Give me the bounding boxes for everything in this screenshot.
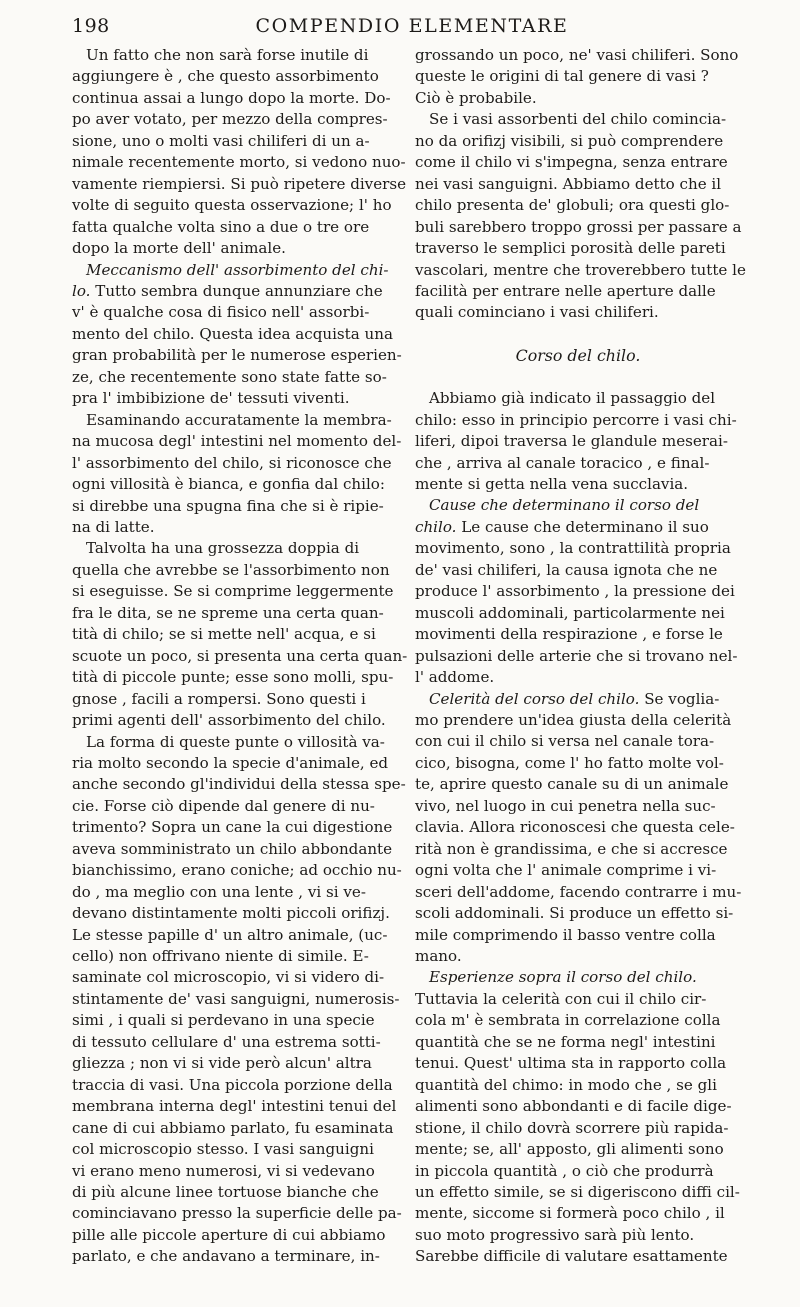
paragraph-line: simi , i quali si perdevano in una specie bbox=[72, 1011, 375, 1030]
paragraph-line: no da orifizj visibili, si può comprendere bbox=[415, 131, 724, 150]
paragraph-line: Esaminando accuratamente la membra- bbox=[86, 410, 392, 429]
paragraph-line: ogni villosità è bianca, e gonfia dal chilo: bbox=[72, 475, 385, 494]
paragraph-line: de' vasi chiliferi, la causa ignota che ne bbox=[415, 560, 718, 579]
paragraph-line: un effetto simile, se si digeriscono diffi cil- bbox=[415, 1182, 740, 1201]
paragraph-line: v' è qualche cosa di fisico nell' assorbi- bbox=[72, 303, 370, 322]
paragraph-line: tenui. Quest' ultima sta in rapporto colla bbox=[415, 1054, 727, 1073]
paragraph-line: ze, che recentemente sono state fatte so- bbox=[72, 367, 387, 386]
paragraph-line: te, aprire questo canale su di un animale bbox=[415, 775, 729, 794]
page-number: 198 bbox=[72, 15, 110, 37]
paragraph-line: sceri dell'addome, facendo contrarre i mu- bbox=[415, 882, 742, 901]
paragraph-line: membrana interna degl' intestini tenui del bbox=[72, 1097, 397, 1116]
paragraph-line: gran probabilità per le numerose esperien- bbox=[72, 346, 402, 365]
paragraph-line bbox=[415, 967, 741, 988]
paragraph-line: movimenti della respirazione , e forse le bbox=[415, 625, 723, 644]
paragraph-line: Tuttavia la celerità con cui il chilo cir- bbox=[415, 989, 707, 1008]
paragraph-line: volte di seguito questa osservazione; l' ho bbox=[72, 196, 392, 215]
paragraph-text: Le cause che determinano il suo bbox=[456, 517, 709, 536]
paragraph-line bbox=[415, 689, 741, 710]
paragraph-line: movimento, sono , la contrattilità propria bbox=[415, 539, 731, 558]
running-title: COMPENDIO ELEMENTARE bbox=[255, 15, 569, 37]
paragraph-line: ogni volta che l' animale comprime i vi- bbox=[415, 861, 717, 880]
paragraph-line: aggiungere è , che questo assorbimento bbox=[72, 67, 379, 86]
paragraph-line: nei vasi sanguigni. Abbiamo detto che il bbox=[415, 174, 722, 193]
paragraph-line bbox=[72, 281, 398, 302]
paragraph-line: ria molto secondo la specie d'animale, ed bbox=[72, 753, 389, 772]
paragraph-line: primi agenti dell' assorbimento del chilo. bbox=[72, 711, 386, 730]
paragraph-line: mile comprimendo il basso ventre colla bbox=[415, 925, 716, 944]
section-title-cause: Cause che determinano il corso del bbox=[429, 496, 700, 515]
right-column bbox=[415, 45, 746, 1268]
paragraph-line: Talvolta ha una grossezza doppia di bbox=[86, 539, 360, 558]
paragraph-line: mente, siccome si formerà poco chilo , il bbox=[415, 1204, 725, 1223]
paragraph-line: mente; se, all' apposto, gli alimenti sono bbox=[415, 1140, 724, 1159]
paragraph-line: col microscopio stesso. I vasi sanguigni bbox=[72, 1140, 374, 1159]
left-column bbox=[72, 45, 408, 1268]
paragraph-line: con cui il chilo si versa nel canale tora- bbox=[415, 732, 715, 751]
paragraph-line: buli sarebbero troppo grossi per passare a bbox=[415, 217, 742, 236]
paragraph-line: si eseguisse. Se si comprime leggermente bbox=[72, 582, 394, 601]
paragraph-line: do , ma meglio con una lente , vi si ve- bbox=[72, 882, 366, 901]
section-title-celerita: Celerità del corso del chilo. bbox=[429, 689, 640, 708]
paragraph-line: come il chilo vi s'impegna, senza entrare bbox=[415, 153, 728, 172]
paragraph-line: mano. bbox=[415, 947, 462, 965]
paragraph-line: Sarebbe difficile di valutare esattamente bbox=[415, 1247, 728, 1266]
paragraph-line: rità non è grandissima, e che si accresce bbox=[415, 839, 728, 858]
paragraph-line: cello) non offrivano niente di simile. E- bbox=[72, 947, 369, 966]
paragraph-line: quantità che se ne forma negl' intestini bbox=[415, 1032, 716, 1051]
paragraph-line: po aver votato, per mezzo della compres- bbox=[72, 110, 388, 129]
paragraph-text: Se voglia- bbox=[639, 689, 720, 708]
paragraph-line: facilità per entrare nelle aperture dalle bbox=[415, 281, 716, 300]
paragraph-line: scuote un poco, si presenta una certa quan- bbox=[72, 646, 408, 665]
paragraph-line: gnose , facili a rompersi. Sono questi i bbox=[72, 689, 366, 708]
spacer bbox=[415, 324, 741, 345]
paragraph-line: mo prendere un'idea giusta della celerità bbox=[415, 711, 732, 730]
paragraph-line: chilo presenta de' globuli; ora questi glo- bbox=[415, 196, 730, 215]
paragraph-line: fra le dita, se ne spreme una certa quan- bbox=[72, 603, 384, 622]
paragraph-line: cola m' è sembrata in correlazione colla bbox=[415, 1011, 721, 1030]
section-title-esperienze: Esperienze sopra il corso del chilo. bbox=[429, 968, 697, 987]
paragraph-line: nimale recentemente morto, si vedono nuo- bbox=[72, 153, 406, 172]
paragraph-line: liferi, dipoi traversa le glandule meserai- bbox=[415, 432, 728, 451]
paragraph-line: quantità del chimo: in modo che , se gli bbox=[415, 1075, 717, 1094]
paragraph-line: continua assai a lungo dopo la morte. Do- bbox=[72, 88, 391, 107]
paragraph-line: mento del chilo. Questa idea acquista una bbox=[72, 324, 393, 343]
paragraph-line: grossando un poco, ne' vasi chiliferi. Sono bbox=[415, 46, 739, 64]
paragraph-line bbox=[415, 517, 741, 538]
paragraph-line: l' addome. bbox=[415, 668, 495, 687]
paragraph-line: queste le origini di tal genere di vasi ? bbox=[415, 67, 709, 86]
spacer bbox=[415, 367, 741, 388]
paragraph-line: devano distintamente molti piccoli orifizj. bbox=[72, 904, 390, 923]
paragraph-line bbox=[415, 495, 741, 516]
paragraph-line: pille alle piccole aperture di cui abbiamo bbox=[72, 1225, 386, 1244]
section-heading-corso-del-chilo: Corso del chilo. bbox=[515, 346, 641, 366]
paragraph-line: bianchissimo, erano coniche; ad occhio nu- bbox=[72, 861, 402, 880]
paragraph-line: suo moto progressivo sarà più lento. bbox=[415, 1225, 695, 1244]
paragraph-line: parlato, e che andavano a terminare, in- bbox=[72, 1247, 380, 1266]
paragraph-line: Le stesse papille d' un altro animale, (uc- bbox=[72, 925, 388, 944]
paragraph-line: vivo, nel luogo in cui penetra nella suc- bbox=[415, 796, 716, 815]
paragraph-line: tità di chilo; se si mette nell' acqua, e si bbox=[72, 625, 376, 644]
paragraph-line: tità di piccole punte; esse sono molli, spu- bbox=[72, 668, 394, 687]
paragraph-line: stintamente de' vasi sanguigni, numerosis- bbox=[72, 989, 400, 1008]
paragraph-line: aveva somministrato un chilo abbondante bbox=[72, 839, 393, 858]
paragraph-line: muscoli addominali, particolarmente nei bbox=[415, 603, 725, 622]
paragraph-line: na mucosa degl' intestini nel momento del- bbox=[72, 432, 402, 451]
paragraph-line: gliezza ; non vi si vide però alcun' altra bbox=[72, 1054, 372, 1073]
paragraph-line: scoli addominali. Si produce un effetto si- bbox=[415, 904, 734, 923]
paragraph-line: traccia di vasi. Una piccola porzione della bbox=[72, 1075, 393, 1094]
paragraph-line: chilo: esso in principio percorre i vasi chi- bbox=[415, 410, 737, 429]
section-title-meccanismo: Meccanismo dell' assorbimento del chi- bbox=[86, 260, 389, 279]
paragraph-line: saminate col microscopio, vi si videro di- bbox=[72, 968, 385, 987]
paragraph-line: in piccola quantità , o ciò che produrrà bbox=[415, 1161, 714, 1180]
paragraph-line: vi erano meno numerosi, vi si vedevano bbox=[72, 1161, 375, 1180]
paragraph-line: pulsazioni delle arterie che si trovano nel- bbox=[415, 646, 738, 665]
paragraph-line: clavia. Allora riconoscesi che questa cele- bbox=[415, 818, 735, 837]
paragraph-line: traverso le semplici porosità delle pareti bbox=[415, 239, 726, 258]
paragraph-line: pra l' imbibizione de' tessuti viventi. bbox=[72, 389, 350, 408]
paragraph-line: l' assorbimento del chilo, si riconosce che bbox=[72, 453, 392, 472]
paragraph-line: di più alcune linee tortuose bianche che bbox=[72, 1183, 379, 1202]
paragraph-line: cie. Forse ciò dipende dal genere di nu- bbox=[72, 796, 375, 815]
paragraph-line: fatta qualche volta sino a due o tre ore bbox=[72, 217, 370, 236]
paragraph-line: na di latte. bbox=[72, 517, 155, 536]
paragraph-line: trimento? Sopra un cane la cui digestione bbox=[72, 818, 393, 837]
paragraph-line: dopo la morte dell' animale. bbox=[72, 239, 286, 258]
paragraph-line: alimenti sono abbondanti e di facile dige- bbox=[415, 1097, 732, 1116]
paragraph-line: stione, il chilo dovrà scorrere più rapida- bbox=[415, 1118, 729, 1137]
paragraph-line: cane di cui abbiamo parlato, fu esaminata bbox=[72, 1118, 394, 1137]
paragraph-line: di tessuto cellulare d' una estrema sotti- bbox=[72, 1032, 381, 1051]
section-title-meccanismo-end: lo. bbox=[72, 281, 91, 300]
paragraph-line: vamente riempiersi. Si può ripetere diverse bbox=[72, 174, 407, 193]
section-title-cause-end: chilo. bbox=[415, 517, 457, 536]
paragraph-line: anche secondo gl'individui della stessa spe- bbox=[72, 775, 406, 794]
paragraph-line bbox=[72, 260, 398, 281]
paragraph-line: quali cominciano i vasi chiliferi. bbox=[415, 303, 659, 322]
paragraph-line: Se i vasi assorbenti del chilo comincia- bbox=[429, 110, 727, 129]
paragraph-line: Ciò è probabile. bbox=[415, 88, 537, 107]
paragraph-line: Abbiamo già indicato il passaggio del bbox=[429, 389, 716, 408]
paragraph-line: che , arriva al canale toracico , e final- bbox=[415, 453, 710, 472]
paragraph-line: sione, uno o molti vasi chiliferi di un a- bbox=[72, 131, 370, 150]
paragraph-line: produce l' assorbimento , la pressione dei bbox=[415, 582, 735, 601]
paragraph-line: quella che avrebbe se l'assorbimento non bbox=[72, 560, 390, 579]
paragraph-line: cominciavano presso la superficie delle pa- bbox=[72, 1204, 402, 1223]
paragraph-text: Tutto sembra dunque annunziare che bbox=[90, 281, 383, 300]
paragraph-line: mente si getta nella vena succlavia. bbox=[415, 475, 689, 494]
paragraph-line: vascolari, mentre che troverebbero tutte le bbox=[415, 260, 746, 279]
paragraph-line: si direbbe una spugna fina che si è ripie- bbox=[72, 496, 384, 515]
paragraph-line: Un fatto che non sarà forse inutile di bbox=[86, 46, 369, 64]
paragraph-line: cico, bisogna, come l' ho fatto molte vol- bbox=[415, 753, 724, 772]
paragraph-line: La forma di queste punte o villosità va- bbox=[86, 732, 385, 751]
page-header bbox=[72, 15, 752, 41]
